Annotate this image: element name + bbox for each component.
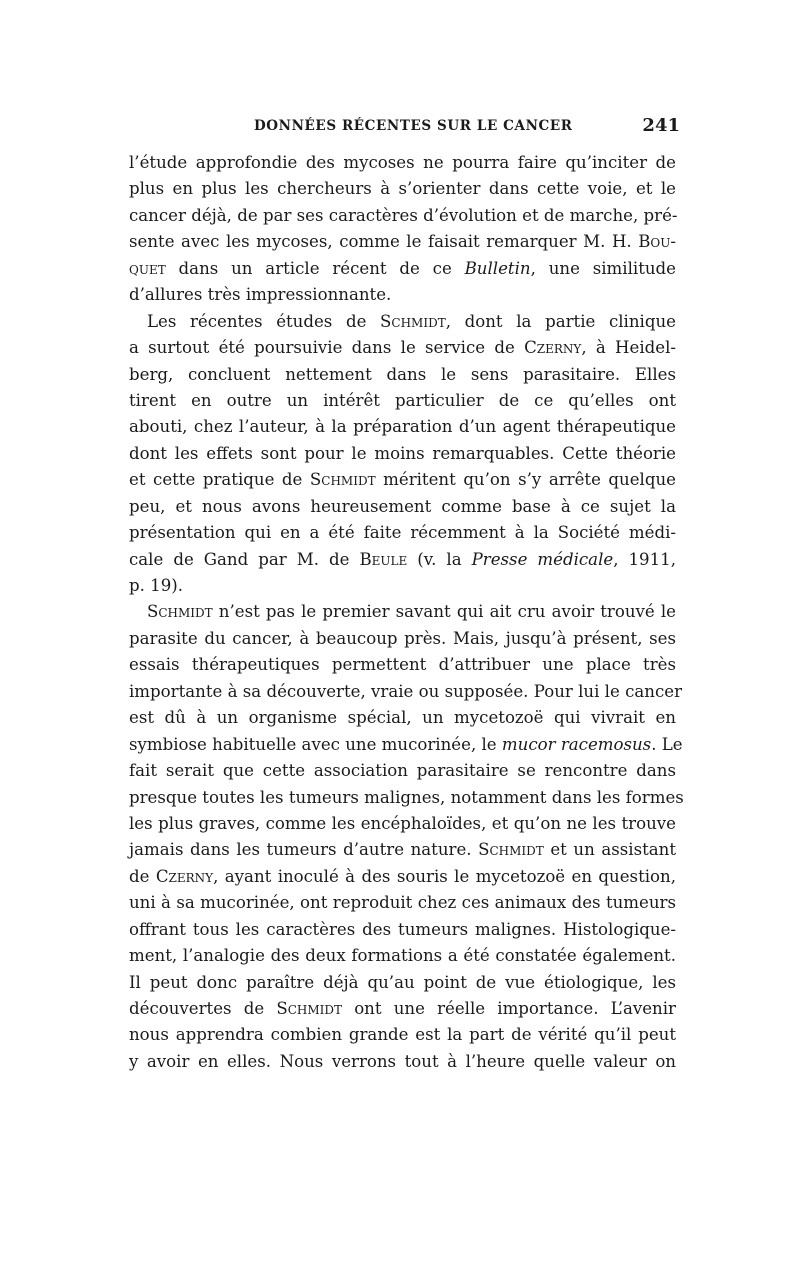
- text-segment: fait serait que cette association parasitaire se rencontre dans: [129, 761, 676, 781]
- small-caps-name: Schmidt: [309, 470, 376, 490]
- text-segment: , à Heidel-: [581, 338, 676, 358]
- text-segment: berg, concluent nettement dans le sens parasitaire. Elles: [129, 364, 676, 384]
- text-line: [129, 732, 683, 758]
- text-segment: , une similitude: [530, 258, 676, 278]
- text-segment: symbiose habituelle avec une mucorinée, le: [129, 734, 502, 754]
- text-line: [129, 864, 676, 890]
- text-segment: ment, l’analogie des deux formations a été constatée également.: [129, 946, 676, 966]
- running-head: [130, 115, 680, 140]
- text-segment: méritent qu’on s’y arrête quelque: [375, 470, 676, 490]
- text-segment: sente avec les mycoses, comme le faisait remarquer M. H.: [129, 232, 639, 252]
- small-caps-name: Schmidt: [147, 602, 213, 622]
- text-segment: découvertes de: [129, 999, 277, 1018]
- text-segment: l’étude approfondie des mycoses ne pourra faire qu’inciter de: [129, 153, 676, 172]
- text-segment: , dont la partie clinique: [445, 311, 676, 331]
- italic-text: Presse médicale: [471, 549, 614, 569]
- text-line: [129, 335, 676, 361]
- text-line: [129, 837, 676, 863]
- text-segment: Il peut donc paraître déjà qu’au point de vue étiologique, les: [129, 972, 676, 992]
- text-segment: Les récentes études de: [147, 311, 381, 331]
- text-line: [129, 970, 676, 996]
- text-segment: d’allures très impressionnante.: [129, 285, 392, 305]
- text-line: [129, 441, 676, 467]
- text-line: [129, 414, 676, 440]
- text-line: [129, 309, 676, 335]
- text-segment: nous apprendra combien grande est la part de vérité qu’il peut: [129, 1025, 676, 1045]
- text-line: [129, 362, 676, 388]
- text-line: [129, 890, 676, 916]
- text-line: [129, 229, 676, 255]
- text-segment: , 1911,: [613, 549, 676, 569]
- text-line: [129, 494, 676, 520]
- text-line: [129, 785, 684, 811]
- text-line: [129, 256, 676, 282]
- text-segment: abouti, chez l’auteur, à la préparation d’un agent thérapeutique: [129, 417, 676, 437]
- text-line: [129, 679, 682, 705]
- running-title: DONNÉES RÉCENTES SUR LE CANCER: [254, 118, 573, 134]
- text-line: [129, 652, 676, 678]
- text-segment: présentation qui en a été faite récemment à la Société médi-: [129, 523, 676, 543]
- italic-text: mucor racemosus: [501, 734, 652, 754]
- text-segment: (v. la: [407, 549, 472, 569]
- text-line: [129, 573, 676, 599]
- text-segment: offrant tous les caractères des tumeurs malignes. Histologique-: [129, 919, 676, 939]
- text-line: [129, 917, 676, 943]
- text-segment: est dû à un organisme spécial, un mycetozoë qui vivrait en: [129, 708, 676, 728]
- text-segment: n’est pas le premier savant qui ait cru avoir trouvé le: [212, 602, 676, 622]
- text-line: [129, 520, 676, 546]
- text-line: [129, 811, 676, 837]
- text-segment: . Le: [651, 734, 683, 754]
- text-line: [129, 943, 676, 969]
- text-segment: parasite du cancer, à beaucoup près. Mais, jusqu’à présent, ses: [129, 628, 676, 648]
- text-segment: importante à sa découverte, vraie ou supposée. Pour lui le cancer: [129, 681, 682, 701]
- text-line: [129, 176, 676, 202]
- text-segment: a surtout été poursuivie dans le service de: [129, 338, 525, 358]
- text-line: [129, 1022, 676, 1048]
- text-line: [129, 1049, 676, 1075]
- text-segment: y avoir en elles. Nous verrons tout à l’heure quelle valeur on: [129, 1051, 676, 1071]
- text-segment: plus en plus les chercheurs à s’orienter dans cette voie, et le: [129, 179, 676, 199]
- text-segment: dont les effets sont pour le moins remarquables. Cette théorie: [129, 443, 676, 463]
- text-line: [129, 599, 676, 625]
- text-segment: ont une réelle importance. L’avenir: [342, 999, 676, 1018]
- small-caps-name: Czerny: [155, 866, 214, 886]
- text-segment: dans un article récent de ce: [165, 258, 465, 278]
- text-segment: tirent en outre un intérêt particulier de ce qu’elles ont: [129, 390, 676, 410]
- text-line: [129, 150, 676, 176]
- small-caps-name: Schmidt: [380, 311, 446, 331]
- small-caps-name: Schmidt: [478, 840, 544, 860]
- text-line: [129, 758, 676, 784]
- text-segment: presque toutes les tumeurs malignes, notamment dans les formes: [129, 787, 684, 807]
- small-caps-name: Czerny: [524, 338, 582, 358]
- small-caps-name: Bou-: [638, 232, 676, 252]
- text-segment: cale de Gand par M. de: [129, 549, 360, 569]
- italic-text: Bulletin: [464, 258, 531, 278]
- text-segment: peu, et nous avons heureusement comme base à ce sujet la: [129, 496, 676, 516]
- text-segment: p. 19).: [129, 576, 184, 595]
- text-line: [129, 705, 676, 731]
- small-caps-name: quet: [129, 258, 166, 278]
- text-segment: , ayant inoculé à des souris le mycetozoë en question,: [213, 866, 677, 886]
- text-line: [129, 996, 676, 1022]
- page-number: 241: [642, 115, 680, 136]
- text-line: [129, 282, 676, 308]
- text-segment: essais thérapeutiques permettent d’attribuer une place très: [129, 655, 676, 675]
- text-line: [129, 626, 676, 652]
- text-line: [129, 467, 676, 493]
- text-segment: jamais dans les tumeurs d’autre nature.: [129, 840, 479, 860]
- text-line: [129, 203, 676, 229]
- text-segment: de: [129, 866, 156, 886]
- text-segment: et cette pratique de: [129, 470, 310, 490]
- text-body: [129, 150, 684, 1075]
- text-segment: les plus graves, comme les encéphaloïdes, et qu’on ne les trouve: [129, 813, 676, 833]
- text-line: [129, 388, 676, 414]
- text-segment: cancer déjà, de par ses caractères d’évolution et de marche, pré-: [129, 205, 678, 225]
- text-segment: uni à sa mucorinée, ont reproduit chez ces animaux des tumeurs: [129, 893, 676, 913]
- text-line: [129, 547, 676, 573]
- small-caps-name: Beule: [359, 549, 408, 569]
- text-segment: et un assistant: [543, 840, 677, 860]
- small-caps-name: Schmidt: [276, 999, 343, 1018]
